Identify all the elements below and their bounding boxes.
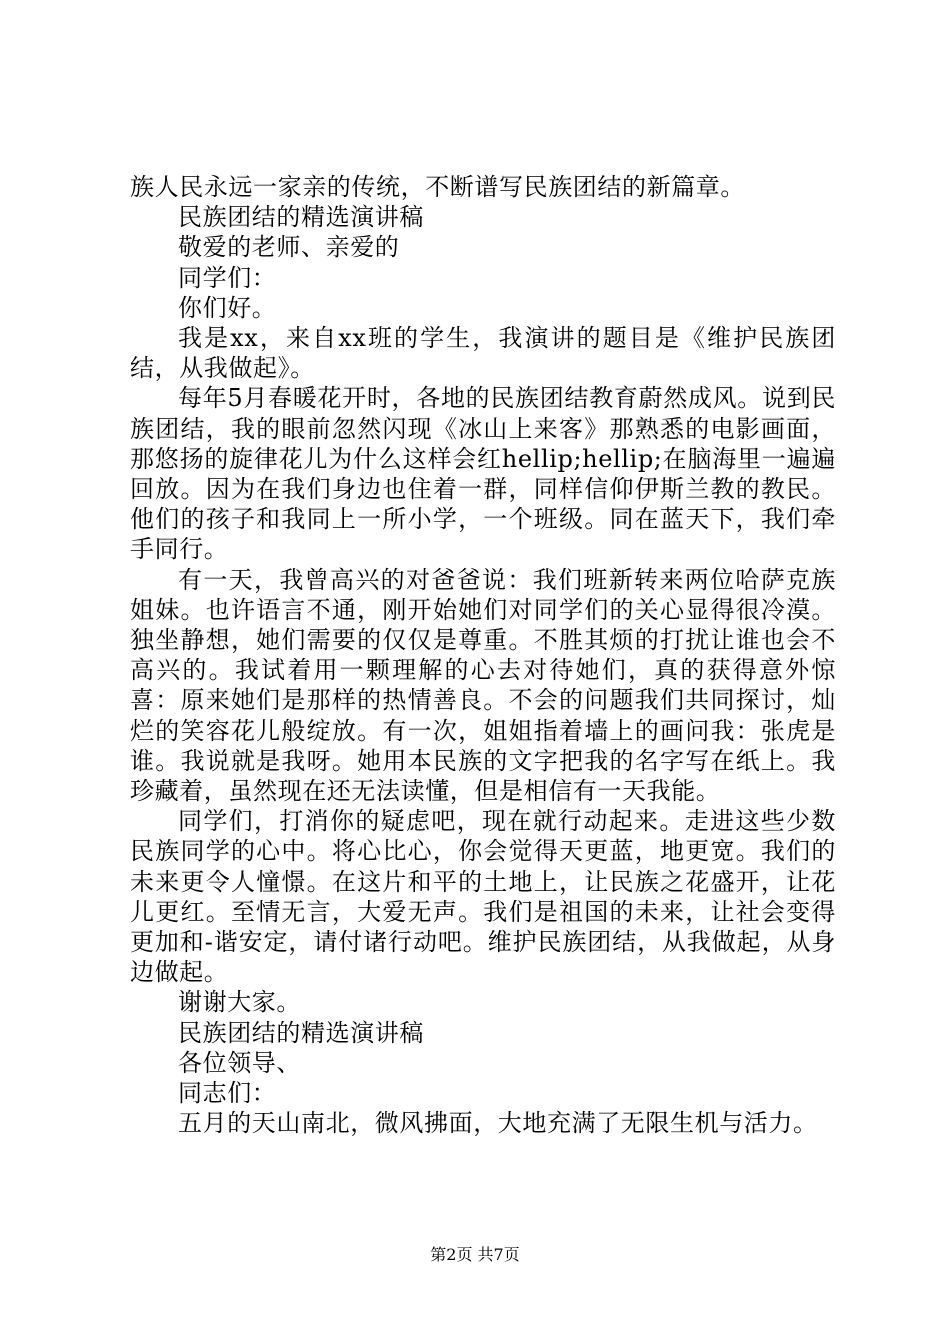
- document-body: [130, 172, 836, 1139]
- page-number-label: 第2页 共7页: [430, 1245, 520, 1264]
- salutation-line: 同志们：: [178, 1079, 277, 1108]
- body-paragraph: 我是xx，来自xx班的学生，我演讲的题目是《维护民族团结，从我做起》。: [130, 324, 836, 383]
- body-paragraph: 同学们，打消你的疑虑吧，现在就行动起来。走进这些少数民族同学的心中。将心比心，你会觉得天更蓝，地更宽。我们的未来更令人憧憬。在这片和平的土地上，让民族之花盛开，让花儿更红。至情无言，大爱无声。我们是祖国的未来，让社会变得更加和-谐安定，请付诸行动吧。维护民族团结，从我做起，从身边做起。: [130, 807, 836, 987]
- body-paragraph: 每年5月春暖花开时，各地的民族团结教育蔚然成风。说到民族团结，我的眼前忽然闪现《冰山上来客》那熟悉的电影画面，那悠扬的旋律花儿为什么这样会红hellip;hellip;在脑海里一遍遍回放。因为在我们身边也住着一群，同样信仰伊斯兰教的教民。他们的孩子和我同上一所小学，一个班级。同在蓝天下，我们牵手同行。: [130, 384, 836, 564]
- speech-title: 民族团结的精选演讲稿: [178, 1018, 424, 1047]
- paragraph-continuation: 族人民永远一家亲的传统，不断谱写民族团结的新篇章。: [130, 173, 745, 201]
- salutation-line: 敬爱的老师、亲爱的: [178, 233, 400, 262]
- speech-title: 民族团结的精选演讲稿: [178, 203, 424, 232]
- body-paragraph: 有一天，我曾高兴的对爸爸说：我们班新转来两位哈萨克族姐妹。也许语言不通，刚开始她们对同学们的关心显得很冷漠。独坐静想，她们需要的仅仅是尊重。不胜其烦的打扰让谁也会不高兴的。我试着用一颗理解的心去对待她们，真的获得意外惊喜：原来她们是那样的热情善良。不会的问题我们共同探讨，灿烂的笑容花儿般绽放。有一次，姐姐指着墙上的画问我：张虎是谁。我说就是我呀。她用本民族的文字把我的名字写在纸上。我珍藏着，虽然现在还无法读懂，但是相信有一天我能。: [130, 565, 836, 806]
- page-footer: [0, 1245, 950, 1265]
- salutation-line: 同学们：: [178, 263, 277, 292]
- salutation-line: 各位领导、: [178, 1048, 301, 1077]
- body-paragraph: 五月的天山南北，微风拂面，大地充满了无限生机与活力。: [178, 1109, 818, 1138]
- greeting-line: 你们好。: [178, 293, 277, 322]
- closing-line: 谢谢大家。: [178, 988, 301, 1017]
